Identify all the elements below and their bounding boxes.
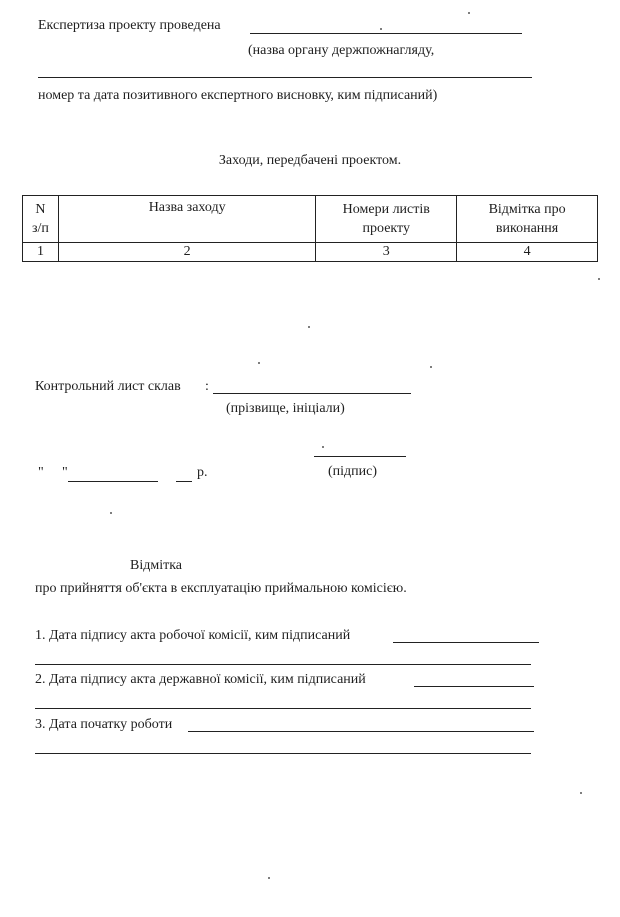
acceptance-subtitle: про прийняття об'єкта в експлуатацію приймальною комісією. [35, 581, 407, 596]
scan-speck [580, 792, 582, 794]
scan-speck [430, 366, 432, 368]
scan-speck [598, 278, 600, 280]
acceptance-item-2: 2. Дата підпису акта державної комісії, ким підписаний [35, 672, 366, 687]
acceptance-item-3: 3. Дата початку роботи [35, 717, 173, 732]
expertise-caption-2: номер та дата позитивного експертного висновку, ким підписаний) [38, 88, 438, 103]
scan-speck [322, 446, 324, 448]
scan-speck [308, 326, 310, 328]
expertise-label: Експертиза проекту проведена [38, 18, 221, 33]
header-mark [457, 196, 598, 243]
date-quote-close: " [62, 465, 68, 480]
column-number-2: 2 [58, 243, 315, 262]
header-mark-bottom: виконання [495, 221, 559, 236]
date-quote-open: " [38, 465, 44, 480]
header-sheets [316, 196, 457, 243]
header-number-bottom: з/п [32, 221, 49, 236]
signature-caption: (підпис) [328, 464, 378, 479]
control-label: Контрольний лист склав [35, 379, 181, 394]
column-number-1: 1 [23, 243, 59, 262]
expertise-continuation-line[interactable] [38, 77, 532, 78]
scan-speck [380, 28, 382, 30]
scan-speck [258, 362, 260, 364]
measures-header-row [23, 196, 598, 243]
measures-number-row [23, 243, 598, 262]
expertise-body-line[interactable] [250, 33, 522, 34]
acceptance-item-1-continuation[interactable] [35, 664, 531, 665]
scan-speck [468, 12, 470, 14]
date-year-suffix: р. [197, 465, 208, 480]
header-number-top: N [35, 202, 46, 217]
acceptance-item-1-line[interactable] [393, 642, 539, 643]
control-label-colon: : [205, 379, 209, 394]
acceptance-item-2-continuation[interactable] [35, 708, 531, 709]
scan-speck [268, 877, 270, 879]
header-mark-top: Відмітка про [488, 202, 566, 217]
measures-table [22, 195, 598, 262]
measures-title: Заходи, передбачені проектом. [218, 153, 402, 168]
date-year-line[interactable] [176, 481, 192, 482]
header-sheets-top: Номери листів [342, 202, 430, 217]
header-sheets-bottom: проекту [362, 221, 410, 236]
control-name-caption: (прізвище, ініціали) [226, 401, 345, 416]
column-number-4: 4 [457, 243, 598, 262]
acceptance-item-2-line[interactable] [414, 686, 534, 687]
date-month-line[interactable] [68, 481, 158, 482]
expertise-caption-1: (назва органу держпожнагляду, [248, 43, 435, 58]
header-name: Назва заходу [58, 196, 315, 243]
scan-speck [110, 512, 112, 514]
acceptance-item-3-continuation[interactable] [35, 753, 531, 754]
header-number [23, 196, 59, 243]
column-number-3: 3 [316, 243, 457, 262]
acceptance-item-3-line[interactable] [188, 731, 534, 732]
signature-line[interactable] [314, 456, 406, 457]
acceptance-item-1: 1. Дата підпису акта робочої комісії, ким підписаний [35, 628, 351, 643]
acceptance-title: Відмітка [130, 558, 183, 573]
control-name-line[interactable] [213, 393, 411, 394]
